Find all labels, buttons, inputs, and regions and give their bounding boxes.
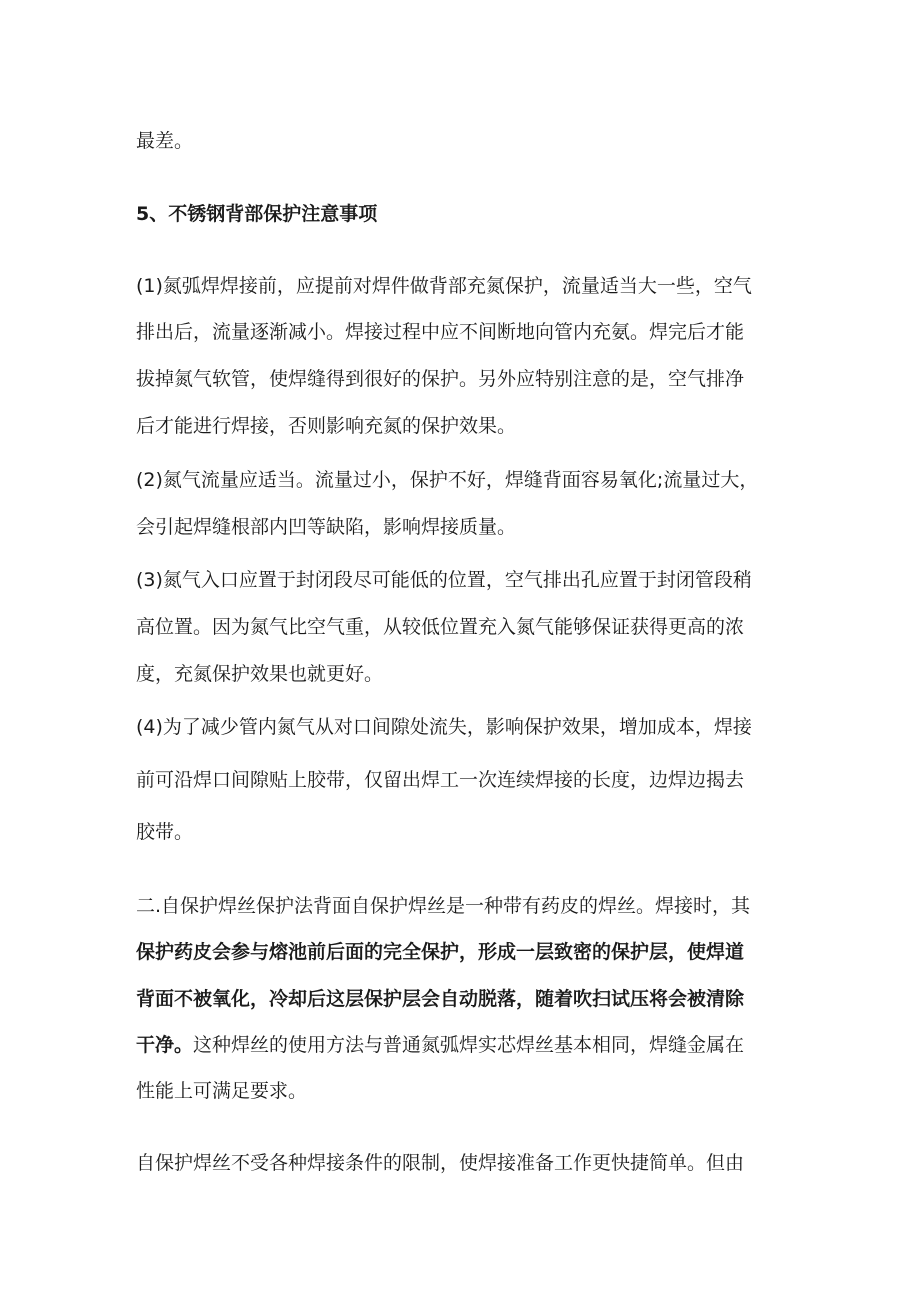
line-8-seg-1: 会引起焊缝根部内凹等缺陷，影响焊接质量。 xyxy=(136,516,517,538)
text-line-8 xyxy=(136,513,796,541)
text-line-10 xyxy=(136,613,796,641)
line-10-seg-1: 高位置。因为氮气比空气重，从较低位置充入氮气能够保证获得更高的浓 xyxy=(136,616,745,638)
section-heading xyxy=(136,200,796,228)
line-3-seg-1: (1)氮弧焊焊接前，应提前对焊件做背部充氮保护，流量适当大一些，空气 xyxy=(136,275,752,297)
line-17-seg-1: 背面不被氧化，冷却后这层保护层会自动脱落，随着吹扫试压将会被清除 xyxy=(136,988,745,1010)
text-line-7 xyxy=(136,466,796,494)
text-line-16 xyxy=(136,938,796,966)
text-line-14 xyxy=(136,818,796,846)
text-line-5 xyxy=(136,365,796,393)
line-11-seg-1: 度，充氮保护效果也就更好。 xyxy=(136,663,384,685)
line-19-seg-1: 性能上可满足要求。 xyxy=(136,1080,308,1102)
text-line-20 xyxy=(136,1149,796,1177)
line-6-seg-1: 后才能进行焊接，否则影响充氮的保护效果。 xyxy=(136,415,517,437)
line-16-seg-1: 保护药皮会参与熔池前后面的完全保护，形成一层致密的保护层，使焊道 xyxy=(136,941,745,963)
line-1-seg-1: 最差。 xyxy=(136,130,194,152)
line-14-seg-1: 胶带。 xyxy=(136,821,194,843)
line-12-seg-1: (4)为了减少管内氮气从对口间隙处流失，影响保护效果，增加成本，焊接 xyxy=(136,716,752,738)
line-15-seg-1: 二.自保护焊丝保护法背面自保护焊丝是一种带有药皮的焊丝。焊接时，其 xyxy=(136,895,751,917)
text-line-6 xyxy=(136,412,796,440)
line-5-seg-1: 拔掉氮气软管，使焊缝得到很好的保护。另外应特别注意的是，空气排净 xyxy=(136,368,745,390)
line-9-seg-1: (3)氮气入口应置于封闭段尽可能低的位置，空气排出孔应置于封闭管段稍 xyxy=(136,569,752,591)
text-line-13 xyxy=(136,766,796,794)
text-line-3 xyxy=(136,272,796,300)
text-line-4 xyxy=(136,318,796,346)
section-heading-text: 5、不锈钢背部保护注意事项 xyxy=(136,203,378,225)
text-line-1 xyxy=(136,127,796,155)
text-line-17 xyxy=(136,985,796,1013)
line-13-seg-1: 前可沿焊口间隙贴上胶带，仅留出焊工一次连续焊接的长度，边焊边揭去 xyxy=(136,769,745,791)
text-line-12 xyxy=(136,713,796,741)
text-line-11 xyxy=(136,660,796,688)
text-line-19 xyxy=(136,1077,796,1105)
text-line-15 xyxy=(136,892,796,920)
line-18-seg-2: 这种焊丝的使用方法与普通氮弧焊实芯焊丝基本相同，焊缝金属在 xyxy=(193,1034,745,1056)
line-20-seg-1: 自保护焊丝不受各种焊接条件的限制，使焊接准备工作更快捷简单。但由 xyxy=(136,1152,745,1174)
line-7-seg-1: (2)氮气流量应适当。流量过小，保护不好，焊缝背面容易氧化;流量过大， xyxy=(136,469,759,491)
line-18-seg-1-bold: 干净。 xyxy=(136,1034,194,1056)
text-line-9 xyxy=(136,566,796,594)
line-4-seg-1: 排出后，流量逐渐减小。焊接过程中应不间断地向管内充氨。焊完后才能 xyxy=(136,321,745,343)
text-line-18 xyxy=(136,1031,796,1059)
